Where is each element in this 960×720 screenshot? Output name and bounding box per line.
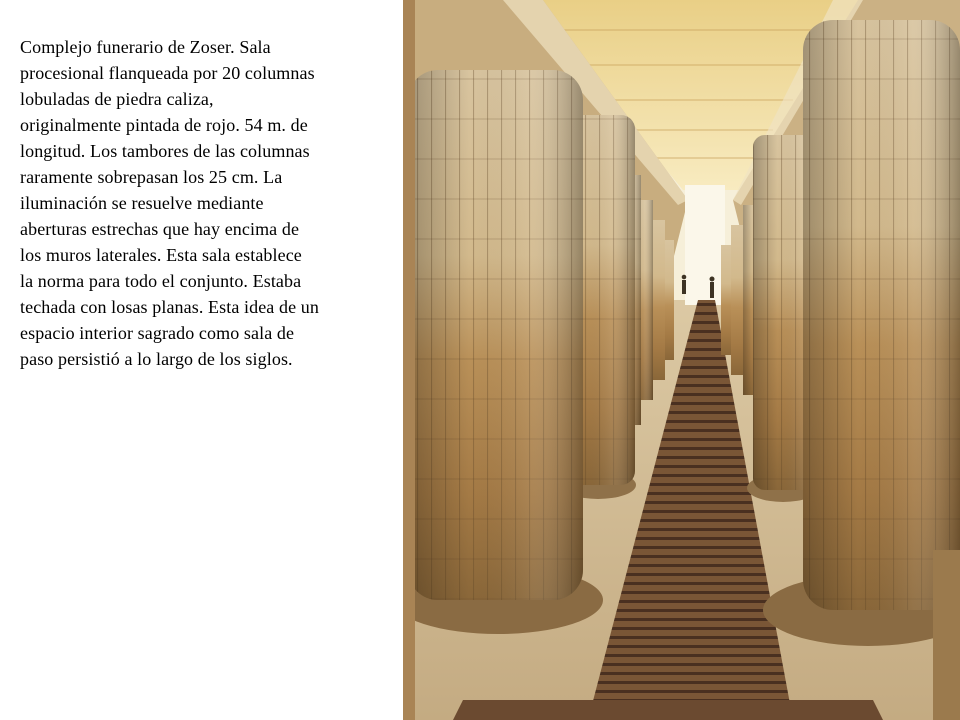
caption-line: procesional flanqueada por 20 columnas	[20, 63, 315, 83]
left-edge-column	[403, 0, 415, 720]
caption-line: Complejo funerario de Zoser. Sala	[20, 37, 271, 57]
caption-line: techada con losas planas. Esta idea de un	[20, 297, 319, 317]
colonnade-illustration	[403, 0, 960, 720]
far-opening	[685, 185, 725, 305]
caption-line: los muros laterales. Esta sala establece	[20, 245, 302, 265]
caption-text	[20, 34, 380, 372]
right-edge-column	[933, 550, 960, 720]
walkway-front-step	[453, 700, 883, 720]
caption-line: raramente sobrepasan los 25 cm. La	[20, 167, 283, 187]
caption-line: paso persistió a lo largo de los siglos.	[20, 349, 293, 369]
caption-line: lobuladas de piedra caliza,	[20, 89, 214, 109]
caption-line: longitud. Los tambores de las columnas	[20, 141, 310, 161]
caption-line: espacio interior sagrado como sala de	[20, 323, 295, 343]
caption-line: la norma para todo el conjunto. Estaba	[20, 271, 302, 291]
colonnade-photo	[403, 0, 960, 720]
caption-line: iluminación se resuelve mediante	[20, 193, 264, 213]
caption-line: aberturas estrechas que hay encima de	[20, 219, 300, 239]
column-left-near	[403, 70, 603, 634]
caption-line: originalmente pintada de rojo. 54 m. de	[20, 115, 308, 135]
